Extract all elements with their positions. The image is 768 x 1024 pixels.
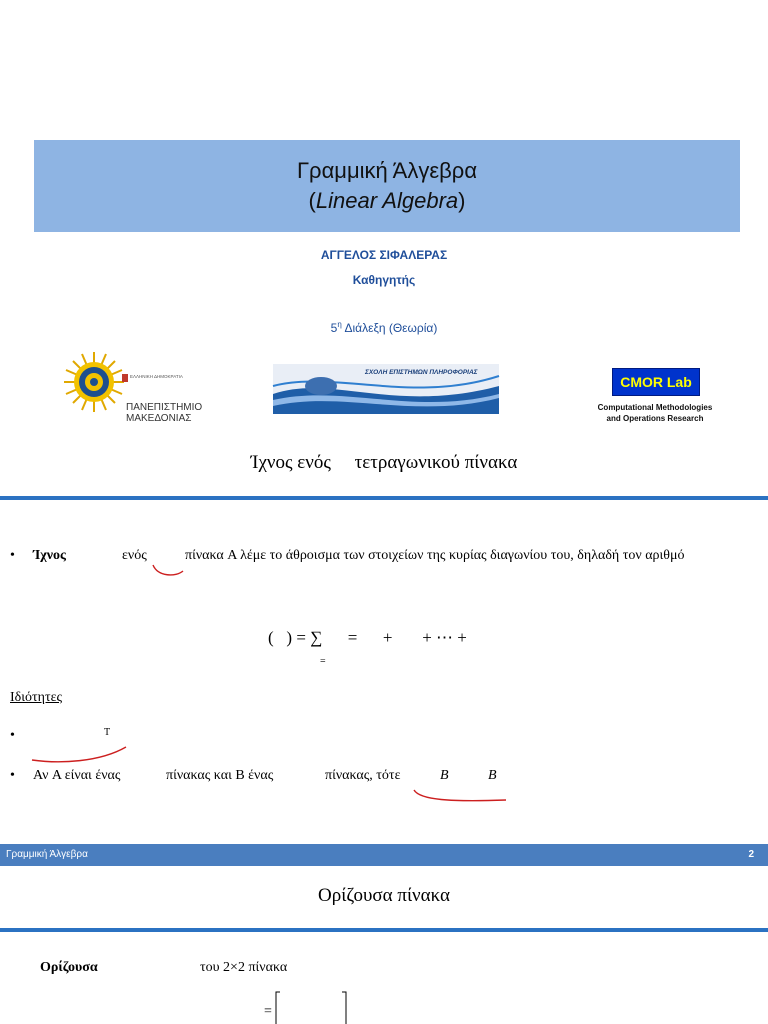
sun-emblem-icon	[64, 352, 124, 412]
svg-text:ΜΑΚΕΔΟΝΙΑΣ: ΜΑΚΕΔΟΝΙΑΣ	[126, 413, 192, 424]
lecture-label: $5^\eta$ Διάλεξη (Θεωρία)	[330, 320, 438, 335]
title-divider	[0, 496, 768, 500]
trace-term: Ίχνος	[33, 548, 66, 563]
svg-text:ΣΧΟΛΗ ΕΠΙΣΤΗΜΩΝ ΠΛΗΡΟΦΟΡΙΑΣ: ΣΧΟΛΗ ΕΠΙΣΤΗΜΩΝ ΠΛΗΡΟΦΟΡΙΑΣ	[365, 369, 478, 376]
matrix-symbol-b: B	[440, 768, 449, 783]
trace-slide-title: Ίχνος ενός τετραγωνικού πίνακα	[250, 452, 518, 473]
definition-text-part2: πίνακα A λέμε το άθροισμα των στοιχείων της κυρίας διαγωνίου του, δηλαδή τον αριθμό	[185, 548, 685, 563]
university-logo	[62, 348, 203, 424]
cmor-caption-line1: Computational Methodologies	[597, 403, 713, 412]
trace-formula: ( ) = ∑ = + + ⋯ +	[268, 628, 467, 647]
determinant-slide-title: Ορίζουσα πίνακα	[318, 885, 450, 906]
formula-subscript: =	[320, 656, 326, 667]
footer-course-title: Γραμμική Άλγεβρα	[6, 849, 88, 860]
property-text-part1: Αν A είναι ένας	[33, 768, 121, 783]
cmor-lab-logo: CMOR Lab	[612, 368, 700, 396]
author-name: ΑΓΓΕΛΟΣ ΣΙΦΑΛΕΡΑΣ	[320, 248, 448, 262]
slide-subtitle: (Linear Algebra)	[308, 188, 466, 213]
title-banner	[34, 140, 740, 232]
title-divider	[0, 928, 768, 932]
svg-text:ΠΑΝΕΠΙΣΤΗΜΙΟ: ΠΑΝΕΠΙΣΤΗΜΙΟ	[126, 402, 203, 413]
footer-page-number: 2	[748, 849, 754, 860]
slide-footer	[0, 844, 768, 866]
property-text-part3: πίνακας, τότε	[325, 768, 401, 783]
cmor-caption-line2: and Operations Research	[606, 414, 704, 423]
bullet-icon: •	[10, 548, 15, 563]
ink-annotation	[30, 742, 130, 766]
bullet-icon: •	[10, 768, 15, 783]
property-text-part2: πίνακας και B ένας	[166, 768, 274, 783]
determinant-text: του 2×2 πίνακα	[200, 960, 288, 975]
matrix-symbol-b: B	[488, 768, 497, 783]
slide-title: Γραμμική Άλγεβρα	[296, 158, 478, 183]
author-role: Καθηγητής	[352, 273, 416, 287]
transpose-superscript: T	[104, 727, 111, 738]
properties-heading: Ιδιότητες	[10, 690, 63, 705]
equals-sign: =	[264, 1004, 272, 1019]
matrix-brackets	[274, 990, 350, 1024]
svg-text:ΕΛΛΗΝΙΚΗ ΔΗΜΟΚΡΑΤΙΑ: ΕΛΛΗΝΙΚΗ ΔΗΜΟΚΡΑΤΙΑ	[130, 374, 183, 379]
school-logo	[273, 364, 499, 414]
ink-annotation	[150, 563, 186, 579]
definition-text-part1: ενός	[122, 548, 147, 563]
ink-annotation	[410, 786, 510, 806]
bullet-icon: •	[10, 728, 15, 743]
determinant-term: Ορίζουσα	[40, 960, 98, 975]
